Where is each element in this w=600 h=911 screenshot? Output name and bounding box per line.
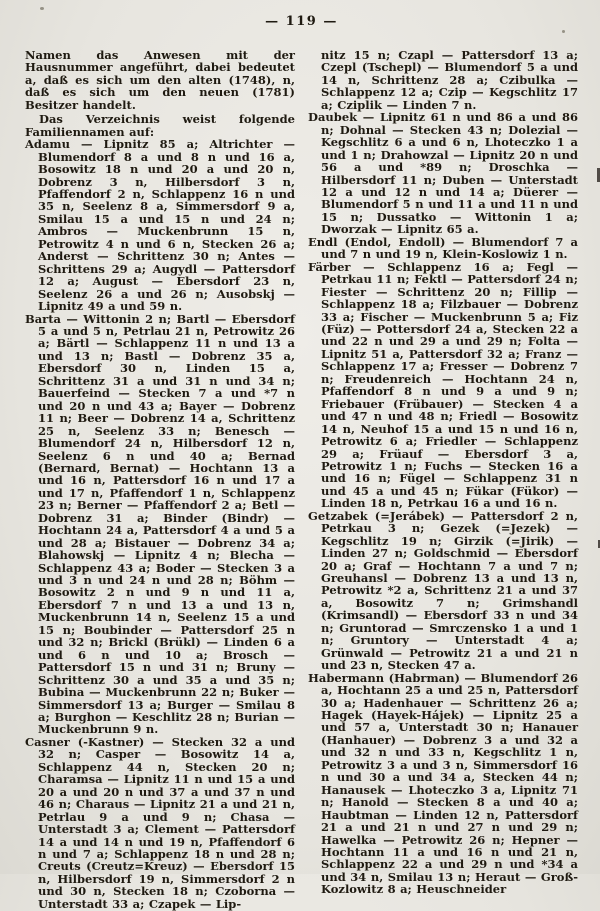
scan-artifact [40,7,44,10]
text-columns [25,49,578,910]
entry-block-h: Habermann (Habrman) — Blumendorf 26 a, Hochtann 25 a und 25 n, Pattersdorf 30 a; Hadenhauer — Schrittenz 26 a; Hagek (Hayek-Hájek) — Lipnitz 25 a und 57 a, Unterstadt 30 n; Hanauer (Hanhauer) — Dobrenz 3 a und 32 a und 32 n und 33 n, Kegschlitz 1 n, Petrowitz 3 a und 3 n, Simmersdorf 16 n und 30 a und 34 a, Stecken 44 n; Hanausek — Lhoteczko 3 a, Lipnitz 71 n; Hanold — Stecken 8 a und 40 a; Haubtman — Linden 12 n, Pattersdorf 21 a und 21 n und 27 n und 29 n; Hawelka — Petrowitz 26 n; Hepner — Hochtann 11 a und 16 n und 21 n, Schlappenz 22 a und 29 n und *34 a und 34 n, Smilau 13 n; Heraut — Groß-Kozlowitz 8 a; Heuschneider [308,670,578,897]
entry-block-f: Färber — Schlappenz 16 a; Fegl — Petrkau 11 n; Fektl — Pattersdorf 24 n; Fiester — Schrittenz 20 n; Fillip — Schlappenz 18 a; Filzbauer — Dobrenz 33 a; Fischer — Muckenbrunn 5 a; Fiz (Füz) — Pottersdorf 24 a, Stecken 22 a und 22 n und 29 a und 29 n; Folta — Lipnitz 51 a, Pattersdorf 32 a; Franz — Schlappenz 17 a; Fresser — Dobrenz 7 n; Freudenreich — Hochtann 24 n, Pfaffendorf 8 n und 9 a und 9 n; Friebauer (Frübauer) — Stecken 4 a und 47 n und 48 n; Friedl — Bosowitz 14 n, Neuhof 15 a und 15 n und 16 n, Petrowitz 6 a; Friedler — Schlappenz 29 a; Früauf — Ebersdorf 3 a, Petrowitz 1 n; Fuchs — Stecken 16 a und 16 n; Fügel — Schlappenz 31 n und 45 a und 45 n; Fükar (Fükor) — Linden 18 n, Petrkau 16 a und 16 n. [308,259,578,511]
entry-block-g: Getzabek (=Jerábek) — Pattersdorf 2 n, Petrkau 3 n; Gezek (=Jezek) — Kegschlitz 19 n; Girzik (=Jirik) — Linden 27 n; Goldschmid — Ebersdorf 20 a; Graf — Hochtann 7 a und 7 n; Greuhansl — Dobrenz 13 a und 13 n, Petrowitz *2 a, Schrittenz 21 a und 37 a, Bosowitz 7 n; Grimshandl (Krimsandl) — Ebersdorf 33 n und 34 n; Gruntorad — Smrczensko 1 a und 1 n; Gruntory — Unterstadt 4 a; Grünwald — Petrowitz 21 a und 21 n und 23 n, Stecken 47 a. [308,508,578,673]
entry-block-c-continuation: nitz 15 n; Czapl — Pattersdorf 13 a; Czepl (Tschepl) — Blumendorf 5 a und 14 n, Schrittenz 28 a; Czibulka — Schlappenz 12 a; Czip — Kegschlitz 17 a; Cziplik — Linden 7 n. [321,48,578,112]
entry-block-e: Endl (Endol, Endoll) — Blumendorf 7 a und 7 n und 19 n, Klein-Koslowiz 1 n. [308,234,578,262]
right-column [308,49,578,910]
entry-block-a: Adamu — Lipnitz 85 a; Altrichter — Blumendorf 8 a und 8 n und 16 a, Bosowitz 18 n und 20 a und 20 n, Dobrenz 3 n, Hilbersdorf 3 n, Pfaffendorf 2 n, Schlappenz 16 n und 35 n, Seelenz 8 a, Simmersdorf 9 a, Smilau 15 a und 15 n und 24 n; Ambros — Muckenbrunn 15 n, Petrowitz 4 n und 6 n, Stecken 26 a; Anderst — Schrittenz 30 n; Antes — Schrittens 29 a; Augydl — Pattersdorf 12 a; August — Ebersdorf 23 n, Seelenz 26 a und 26 n; Ausobskj — Lipnitz 49 a und 59 n. [25,137,295,314]
entry-block-c: Casner (-Kastner) — Stecken 32 a und 32 n; Casper — Bosowitz 14 a, Schlappenz 44 n, Stecken 20 n; Charamsa — Lipnitz 11 n und 15 a und 20 a und 20 n und 37 a und 37 n und 46 n; Charaus — Lipnitz 21 a und 21 n, Petrlau 9 a und 9 n; Chasa — Unterstadt 3 a; Clement — Pattersdorf 14 a und 14 n und 19 n, Pfaffendorf 6 n und 7 a; Schlappenz 18 n und 28 n; Creuts (Creutz=Kreuz) — Ebersdorf 15 n, Hilbersdorf 19 n, Simmersdorf 2 n und 30 n, Stecken 18 n; Czoborna — Unterstadt 33 a; Czapek — Lip- [25,734,295,911]
scan-artifact [562,30,565,33]
entry-block-d: Daubek — Lipnitz 61 n und 86 a und 86 n; Dohnal — Stecken 43 n; Dolezial — Kegschlitz 6 a und 6 n, Lhoteczko 1 a und 1 n; Drahowzal — Lipnitz 20 n und 56 a und *89 n; Droschka — Hilbersdorf 11 n; Duben — Unterstadt 12 a und 12 n und 14 a; Düerer — Blumendorf 5 n und 11 a und 11 n und 15 n; Dussatko — Wittonin 1 a; Dworzak — Lipnitz 65 a. [308,110,578,237]
left-column [25,49,295,910]
intro-paragraph-2: Das Verzeichnis weist folgende Familiennamen auf: [25,112,295,139]
entry-block-b: Barta — Wittonin 2 n; Bartl — Ebersdorf 5 a und 5 n, Petrlau 21 n, Petrowitz 26 a; Bärtl — Schlappenz 11 n und 13 a und 13 n; Bastl — Dobrenz 35 a, Ebersdorf 30 n, Linden 15 a, Schrittenz 31 a und 31 n und 34 n; Bauerfeind — Stecken 7 a und *7 n und 20 n und 43 a; Bayer — Dobrenz 11 n; Beer — Dobrenz 14 a, Schrittenz 25 n, Seelenz 33 n; Benesch — Blumendorf 24 n, Hilbersdorf 12 n, Seelenz 6 n und 40 a; Bernad (Bernard, Bernat) — Hochtann 13 a und 16 n, Pattersdorf 16 n und 17 a und 17 n, Pfaffendorf 1 n, Schlappenz 23 n; Berner — Pfaffendorf 2 a; Betl — Dobrenz 31 a; Binder (Bindr) — Hochtann 24 a, Pattersdorf 4 a und 5 a und 28 a; Bistauer — Dobrenz 34 a; Blahowskj — Lipnitz 4 n; Blecha — Schlappenz 43 a; Boder — Stecken 3 a und 3 n und 24 n und 28 n; Böhm — Bosowitz 2 n und 9 n und 11 a, Ebersdorf 7 n und 13 a und 13 n, Muckenbrunn 14 n, Seelenz 15 a und 15 n; Boubinder — Pattersdorf 25 n und 32 n; Brickl (Brükl) — Linden 6 a und 6 n und 10 a; Brosch — Pattersdorf 15 n und 31 n; Bruny — Schrittenz 30 a und 35 a und 35 n; Bubina — Muckenbrunn 22 n; Buker — Simmersdorf 13 a; Burger — Smilau 8 a; Burghon — Keschlitz 28 n; Burian — Muckenbrunn 9 n. [25,311,295,737]
intro-paragraph: Namen das Anwesen mit der Hausnummer angeführt, dabei bedeutet a, daß es sich um den alten (1748), n, daß es sich um den neuen (1781) Besitzer handelt. [25,48,295,112]
page-number: — 119 — [265,14,338,29]
